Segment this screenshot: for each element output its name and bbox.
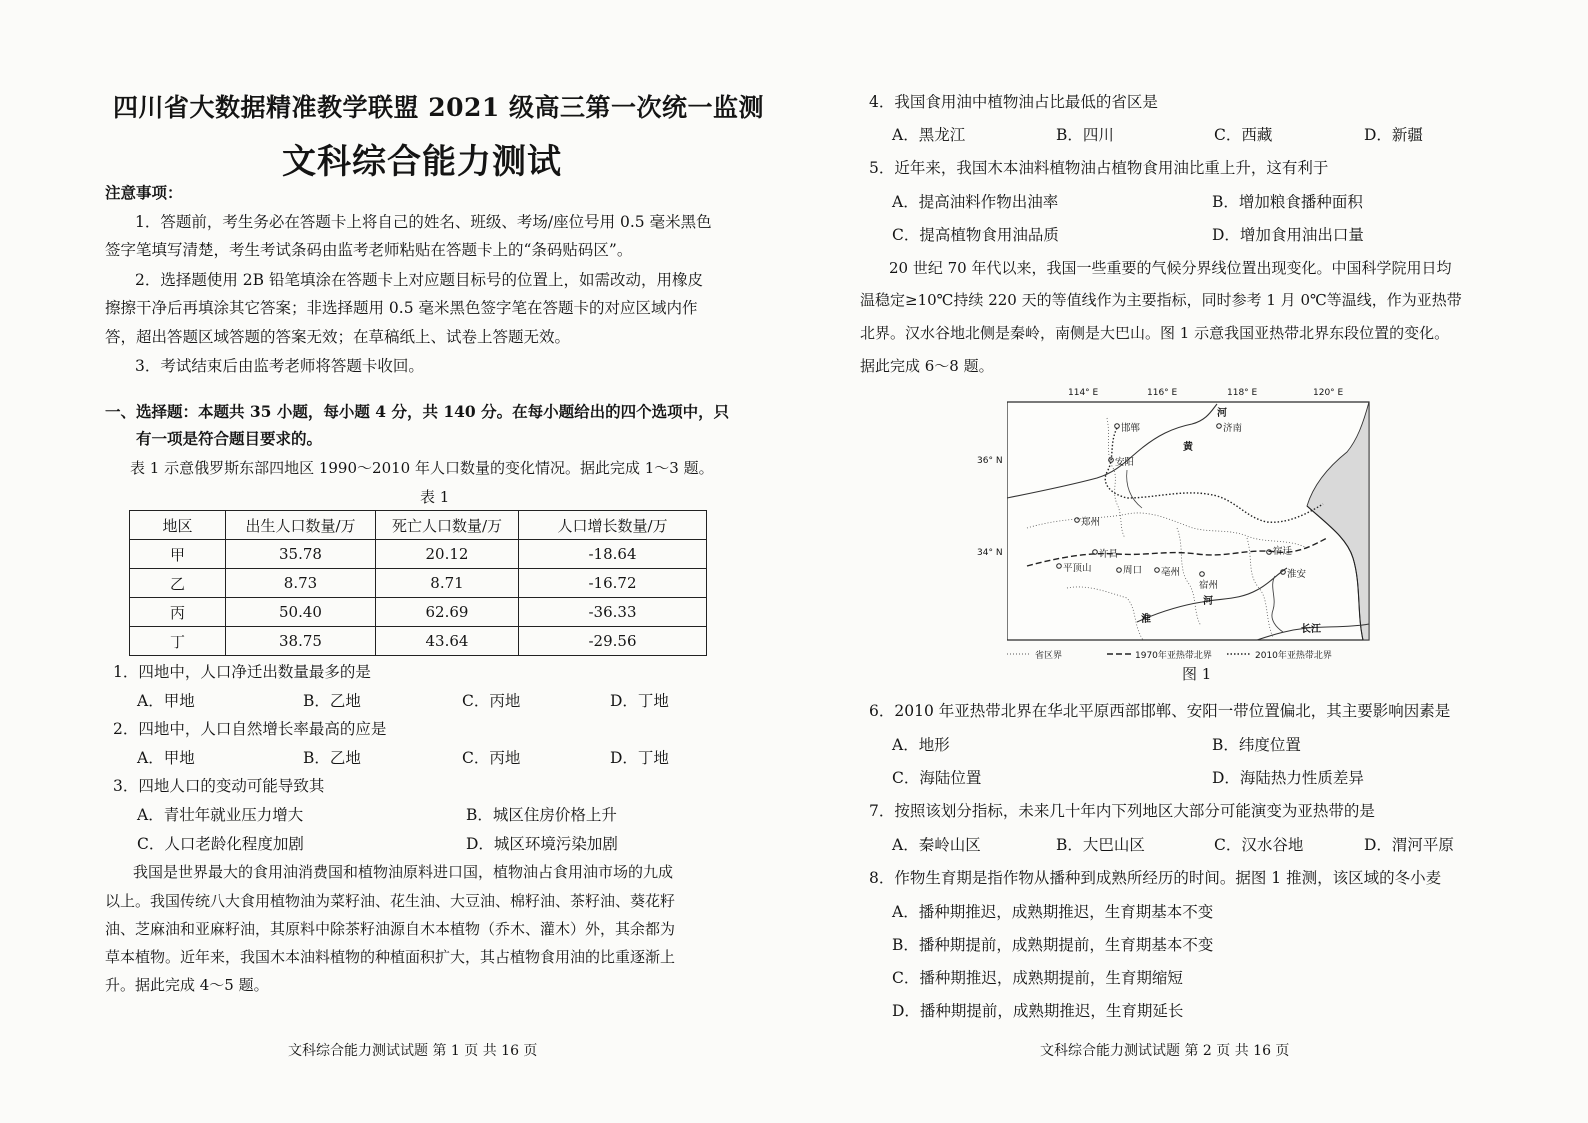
table-cell: 8.71: [376, 569, 519, 598]
q4-option-c[interactable]: C．西藏: [1214, 126, 1273, 144]
notice-2a: 2．选择题使用 2B 铅笔填涂在答题卡上对应题目标号的位置上，如需改动，用橡皮: [135, 271, 703, 289]
notice-1a: 1．答题前，考生务必在答题卡上将自己的姓名、班级、考场/座位号用 0.5 毫米黑色: [135, 213, 712, 231]
table-row: [130, 540, 707, 569]
river-label: 长江: [1301, 624, 1321, 635]
question-4: 4．我国食用油中植物油占比最低的省区是: [869, 93, 1158, 111]
city-label: 邯郸: [1121, 423, 1141, 434]
table-cell: 62.69: [376, 598, 519, 627]
river-label: 河: [1217, 408, 1227, 419]
notice-1b: 签字笔填写清楚，考生考试条码由监考老师粘贴在答题卡上的“条码贴码区”。: [105, 241, 633, 259]
table-header: 人口增长数量/万: [519, 511, 707, 540]
q1-option-d[interactable]: D．丁地: [610, 692, 669, 710]
q8-option-b[interactable]: B．播种期提前，成熟期提前，生育期基本不变: [892, 936, 1214, 954]
q4-option-d[interactable]: D．新疆: [1364, 126, 1423, 144]
table-header: 出生人口数量/万: [226, 511, 376, 540]
table-cell: -36.33: [519, 598, 707, 627]
question-2: 2．四地中，人口自然增长率最高的应是: [113, 720, 387, 738]
page-2: [794, 0, 1588, 1123]
city-label: 许昌: [1099, 549, 1119, 560]
table-cell: 35.78: [226, 540, 376, 569]
q7-option-c[interactable]: C．汉水谷地: [1214, 836, 1304, 854]
map-paragraph-4: 据此完成 6～8 题。: [860, 357, 994, 375]
table-cell: -18.64: [519, 540, 707, 569]
river-label: 黄: [1183, 442, 1193, 453]
oil-paragraph-3: 油、芝麻油和亚麻籽油，其原料中除茶籽油源自木本植物（乔木、灌木）外，其余都为: [105, 920, 676, 938]
q2-option-c[interactable]: C．丙地: [462, 749, 521, 767]
legend-2010-boundary: 2010年亚热带北界: [1255, 651, 1332, 661]
q4-option-a[interactable]: A．黑龙江: [892, 126, 966, 144]
question-8: 8．作物生育期是指作物从播种到成熟所经历的时间。据图 1 推测，该区域的冬小麦: [869, 869, 1442, 887]
table-cell: 乙: [130, 569, 226, 598]
city-label: 安阳: [1115, 457, 1135, 468]
exam-title: 四川省大数据精准教学联盟 2021 级高三第一次统一监测: [113, 93, 764, 122]
river-label: 河: [1203, 596, 1213, 607]
city-label: 宿州: [1199, 580, 1219, 591]
population-table: [129, 510, 707, 656]
q3-option-a[interactable]: A．青壮年就业压力增大: [137, 806, 304, 824]
q4-option-b[interactable]: B．四川: [1056, 126, 1114, 144]
legend-province-boundary: 省区界: [1035, 651, 1063, 661]
section-heading-a: 一、选择题：本题共 35 小题，每小题 4 分，共 140 分。在每小题给出的四个选项中，只: [105, 402, 730, 421]
map-graphic: [1007, 388, 1397, 668]
table-cell: 甲: [130, 540, 226, 569]
figure-caption: 图 1: [1182, 665, 1212, 683]
lat-label: 34° N: [977, 548, 1003, 558]
city-label: 周口: [1123, 565, 1143, 576]
table-cell: 38.75: [226, 627, 376, 656]
q5-option-b[interactable]: B．增加粮食播种面积: [1212, 193, 1363, 211]
q8-option-a[interactable]: A．播种期推迟，成熟期推迟，生育期基本不变: [892, 903, 1214, 921]
oil-paragraph-4: 草本植物。近年来，我国木本油料植物的种植面积扩大，其占植物食用油的比重逐渐上: [105, 948, 676, 966]
map-paragraph-2: 温稳定≥10℃持续 220 天的等值线作为主要指标，同时参考 1 月 0℃等温线，作为亚热带: [860, 291, 1462, 309]
city-label: 平顶山: [1063, 563, 1092, 574]
q8-option-d[interactable]: D．播种期提前，成熟期推迟，生育期延长: [892, 1002, 1184, 1020]
table-cell: 丙: [130, 598, 226, 627]
table-header: 地区: [130, 511, 226, 540]
question-1: 1．四地中，人口净迁出数量最多的是: [113, 663, 371, 681]
q6-option-c[interactable]: C．海陆位置: [892, 769, 982, 787]
page-footer: 文科综合能力测试试题 第 2 页 共 16 页: [1040, 1043, 1290, 1059]
question-3: 3．四地人口的变动可能导致其: [113, 777, 325, 795]
q3-option-c[interactable]: C．人口老龄化程度加剧: [137, 835, 304, 853]
q2-option-a[interactable]: A．甲地: [137, 749, 195, 767]
q7-option-d[interactable]: D．渭河平原: [1364, 836, 1454, 854]
table-header-row: [130, 511, 707, 540]
notice-heading: 注意事项：: [105, 183, 183, 202]
notice-2c: 答，超出答题区域答题的答案无效；在草稿纸上、试卷上答题无效。: [105, 328, 571, 346]
lat-label: 36° N: [977, 456, 1003, 466]
q8-option-c[interactable]: C．播种期推迟，成熟期提前，生育期缩短: [892, 969, 1183, 987]
q2-option-b[interactable]: B．乙地: [303, 749, 361, 767]
table-cell: 50.40: [226, 598, 376, 627]
q5-option-a[interactable]: A．提高油料作物出油率: [892, 193, 1059, 211]
q5-option-d[interactable]: D．增加食用油出口量: [1212, 226, 1364, 244]
table-cell: 43.64: [376, 627, 519, 656]
table-intro: 表 1 示意俄罗斯东部四地区 1990～2010 年人口数量的变化情况。据此完成 1～3 题。: [130, 459, 714, 477]
q1-option-b[interactable]: B．乙地: [303, 692, 361, 710]
city-label: 济南: [1223, 423, 1243, 434]
lon-label: 114° E: [1068, 388, 1099, 398]
map-paragraph-3: 北界。汉水谷地北侧是秦岭，南侧是大巴山。图 1 示意我国亚热带北界东段位置的变化。: [860, 324, 1450, 342]
table-row: [130, 569, 707, 598]
question-6: 6．2010 年亚热带北界在华北平原西部邯郸、安阳一带位置偏北，其主要影响因素是: [869, 702, 1451, 720]
q1-option-c[interactable]: C．丙地: [462, 692, 521, 710]
map-paragraph-1: 20 世纪 70 年代以来，我国一些重要的气候分界线位置出现变化。中国科学院用日均: [889, 259, 1452, 277]
table-row: [130, 598, 707, 627]
table-cell: 丁: [130, 627, 226, 656]
q3-option-b[interactable]: B．城区住房价格上升: [466, 806, 617, 824]
lon-label: 116° E: [1147, 388, 1178, 398]
city-label: 宿迁: [1273, 546, 1293, 557]
q3-option-d[interactable]: D．城区环境污染加剧: [466, 835, 618, 853]
table-cell: 20.12: [376, 540, 519, 569]
city-label: 亳州: [1161, 567, 1181, 578]
table-cell: -29.56: [519, 627, 707, 656]
section-heading-b: 有一项是符合题目要求的。: [136, 429, 323, 448]
q5-option-c[interactable]: C．提高植物食用油品质: [892, 226, 1059, 244]
table-cell: 8.73: [226, 569, 376, 598]
exam-subject-title: 文科综合能力测试: [282, 142, 562, 182]
legend-1970-boundary: 1970年亚热带北界: [1135, 651, 1212, 661]
q6-option-d[interactable]: D．海陆热力性质差异: [1212, 769, 1364, 787]
lon-label: 120° E: [1313, 388, 1344, 398]
page-footer: 文科综合能力测试试题 第 1 页 共 16 页: [288, 1043, 538, 1059]
table-caption: 表 1: [420, 488, 450, 506]
oil-paragraph-5: 升。据此完成 4～5 题。: [105, 976, 269, 994]
notice-2b: 擦擦干净后再填涂其它答案；非选择题用 0.5 毫米黑色签字笔在答题卡的对应区域内作: [105, 299, 698, 317]
oil-paragraph-2: 以上。我国传统八大食用植物油为菜籽油、花生油、大豆油、棉籽油、茶籽油、葵花籽: [105, 892, 676, 910]
table-cell: -16.72: [519, 569, 707, 598]
question-7: 7．按照该划分指标，未来几十年内下列地区大部分可能演变为亚热带的是: [869, 802, 1375, 820]
city-label: 淮安: [1287, 569, 1307, 580]
question-5: 5．近年来，我国木本油料植物油占植物食用油比重上升，这有利于: [869, 159, 1329, 177]
oil-paragraph-1: 我国是世界最大的食用油消费国和植物油原料进口国，植物油占食用油市场的九成: [133, 863, 674, 881]
table-row: [130, 627, 707, 656]
q6-option-a[interactable]: A．地形: [892, 736, 950, 754]
q7-option-b[interactable]: B．大巴山区: [1056, 836, 1145, 854]
subtropical-boundary-map: [977, 388, 1397, 668]
q2-option-d[interactable]: D．丁地: [610, 749, 669, 767]
river-label: 淮: [1141, 614, 1151, 625]
notice-3: 3．考试结束后由监考老师将答题卡收回。: [135, 357, 424, 375]
lon-label: 118° E: [1227, 388, 1258, 398]
city-label: 郑州: [1081, 517, 1101, 528]
table-header: 死亡人口数量/万: [376, 511, 519, 540]
q1-option-a[interactable]: A．甲地: [137, 692, 195, 710]
q7-option-a[interactable]: A．秦岭山区: [892, 836, 981, 854]
q6-option-b[interactable]: B．纬度位置: [1212, 736, 1301, 754]
